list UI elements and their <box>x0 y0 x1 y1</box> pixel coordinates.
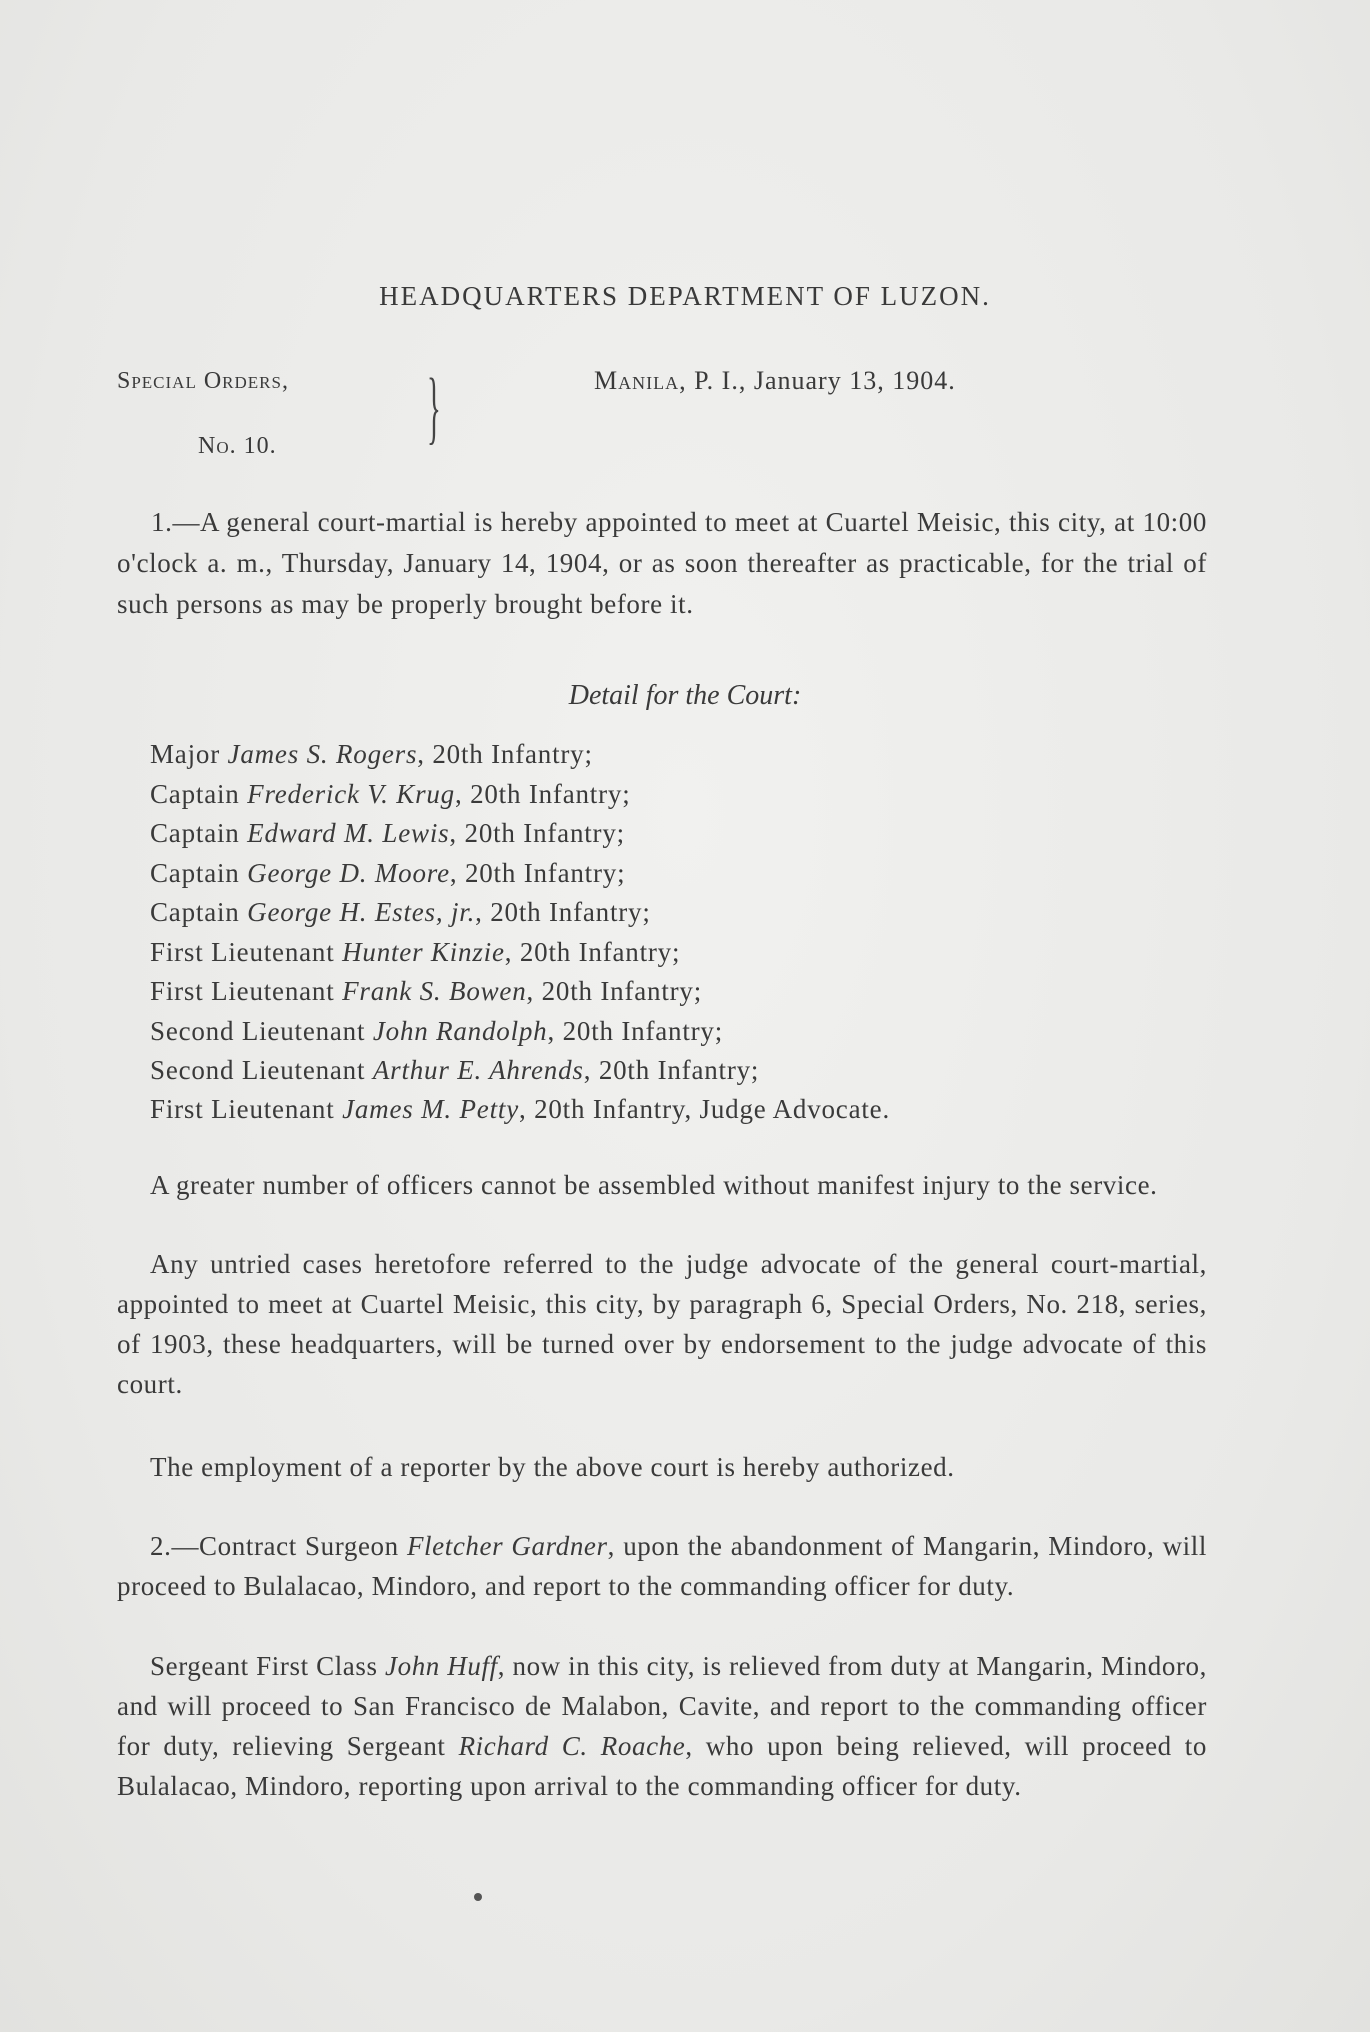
page-title: HEADQUARTERS DEPARTMENT OF LUZON. <box>379 281 991 311</box>
member-name: George D. Moore <box>247 857 450 888</box>
sergeant-before: Sergeant First Class <box>150 1651 386 1681</box>
brace-glyph: } <box>427 361 441 452</box>
member-name: James S. Rogers <box>227 739 418 769</box>
paragraph-2-after: , upon the abandonment of Mangarin, Mindoro, will proceed to Bulalacao, Mindoro, and report to the commanding officer for duty. <box>117 1531 1207 1601</box>
member-rank: First Lieutenant <box>150 1094 335 1124</box>
place: Manila, P. I., <box>594 366 747 395</box>
court-member <box>150 814 1210 854</box>
member-unit: , 20th Infantry; <box>583 1055 760 1085</box>
court-member <box>150 972 1210 1012</box>
member-unit: , 20th Infantry; <box>526 976 703 1006</box>
member-unit: , 20th Infantry; <box>417 739 593 769</box>
member-rank: Captain <box>150 857 240 888</box>
member-unit: , 20th Infantry; <box>504 936 681 967</box>
paragraph-1: 1.—A general court-martial is hereby appointed to meet at Cuartel Meisic, this city, at 10:00 o'clock a. m., Thursday, January 14, 1904, or as soon thereafter as practicable, for the trial of such persons as may be properly brought before it. <box>117 507 1207 619</box>
member-name: Frank S. Bowen <box>342 976 527 1006</box>
member-rank: Second Lieutenant <box>150 1055 366 1085</box>
member-unit: , 20th Infantry; <box>475 897 651 927</box>
member-name: George H. Estes, jr. <box>247 897 476 927</box>
sergeant-after: , who upon being relieved, will proceed to Bulalacao, Mindoro, reporting upon arrival to the commanding officer for duty. <box>117 1731 1207 1801</box>
ink-dot <box>474 1893 482 1901</box>
special-orders-label: Special Orders, <box>117 368 289 394</box>
paragraph-2 <box>117 1526 1207 1606</box>
court-member <box>150 854 1210 894</box>
paragraph-2-before: 2.—Contract Surgeon <box>150 1531 407 1561</box>
member-unit: , 20th Infantry; <box>547 1015 724 1046</box>
judge-advocate <box>117 1089 1207 1129</box>
member-unit: , 20th Infantry; <box>454 778 631 809</box>
court-member <box>150 1051 1210 1091</box>
member-name: James M. Petty <box>342 1094 519 1124</box>
court-member <box>150 775 1210 815</box>
member-rank: First Lieutenant <box>150 976 335 1006</box>
order-date: January 13, 1904. <box>753 366 956 395</box>
member-unit: , 20th Infantry; <box>449 857 626 888</box>
sergeant-name-2: Richard C. Roache <box>458 1731 686 1761</box>
surgeon-name: Fletcher Gardner <box>406 1531 608 1561</box>
court-member <box>150 893 1210 933</box>
paragraph-sergeant <box>117 1646 1207 1806</box>
member-rank: Major <box>150 739 220 769</box>
place-date <box>594 366 956 396</box>
paragraph-greater-number: A greater number of officers cannot be assembled without manifest injury to the service. <box>150 1170 1158 1200</box>
member-rank: Captain <box>150 897 240 927</box>
member-rank: First Lieutenant <box>150 936 335 967</box>
member-rank: Captain <box>150 778 240 809</box>
court-member <box>150 1012 1210 1052</box>
court-member <box>150 735 1210 775</box>
paragraph-untried-cases: Any untried cases heretofore referred to the judge advocate of the general court-martial, appointed to meet at Cuartel Meisic, this city, by paragraph 6, Special Orders, No. 218, series, of 1903, these headquarters, will be turned over by endorsement to the judge advocate of this court. <box>117 1249 1207 1399</box>
order-number: No. 10. <box>198 433 277 459</box>
court-member <box>150 933 1210 973</box>
member-name: Edward M. Lewis <box>247 818 450 848</box>
member-unit: , 20th Infantry, Judge Advocate. <box>518 1094 890 1124</box>
member-name: John Randolph <box>372 1015 548 1046</box>
detail-title: Detail for the Court: <box>568 680 802 711</box>
member-name: Hunter Kinzie <box>342 936 505 967</box>
member-rank: Second Lieutenant <box>150 1015 366 1046</box>
member-unit: , 20th Infantry; <box>449 818 625 848</box>
sergeant-middle: , now in this city, is relieved from duty at Mangarin, Mindoro, and will proceed to San Francisco de Malabon, Cavite, and report to the commanding officer for duty, relieving Sergeant <box>117 1651 1208 1761</box>
paragraph-reporter: The employment of a reporter by the above court is hereby authorized. <box>150 1452 955 1482</box>
member-name: Arthur E. Ahrends <box>372 1055 584 1085</box>
member-rank: Captain <box>150 818 240 848</box>
member-name: Frederick V. Krug <box>247 778 455 809</box>
court-members-list <box>150 735 1210 1091</box>
sergeant-name-1: John Huff <box>385 1651 498 1681</box>
